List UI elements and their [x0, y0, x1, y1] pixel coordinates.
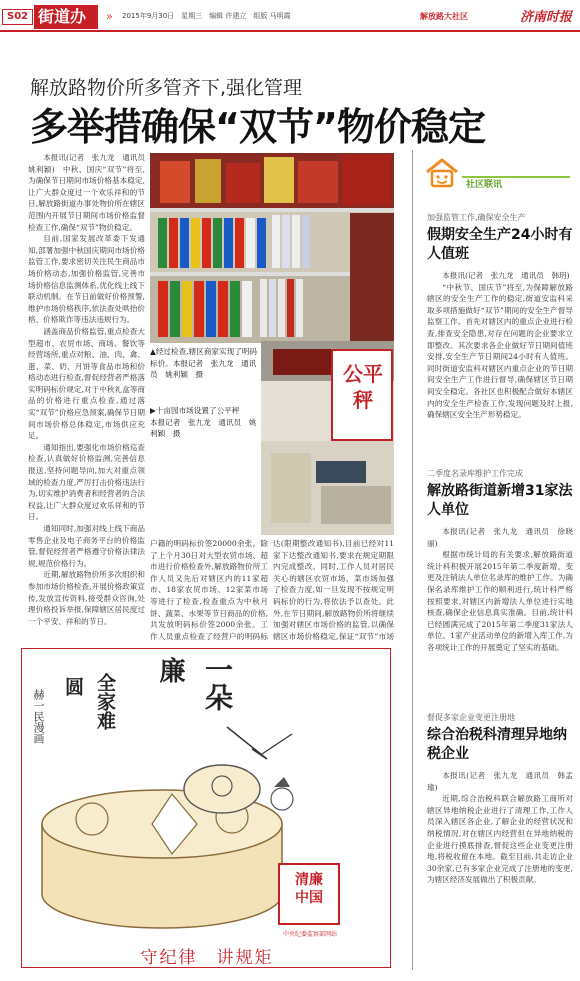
- photo-caption-2-title: ▶十亩园市场设置了公平秤: [150, 406, 240, 415]
- fair-scale-photo: [261, 341, 394, 535]
- clean-china-seal: [278, 863, 340, 925]
- fair-scale-sign: 公平秤: [343, 362, 383, 412]
- paragraph: 通知指出,要强化市场价格巡查检查,认真做好价格监测,完善信息报送,坚持问题导向,加大对重点领域的检查力度,严厉打击价格违法行为,切实维护消费者和经营者的合法权益,让广大群众度过欢乐祥和的节日。: [28, 442, 145, 522]
- header-rule: [0, 30, 580, 32]
- calligraphy-round: 圆: [62, 677, 84, 696]
- paragraph: 本报讯(记者 张九龙 通讯员 姚利颖) 中秋、国庆“双节”将至,为确保节日期间市场价格基本稳定,让广大群众度过一个欢乐祥和的节日,解放路街道办事处物价所在辖区范围内开展节日期间市场价格监督检查工作,确保“双节”物价稳定。: [28, 153, 145, 232]
- article-headline: 多举措确保“双节”物价稳定: [30, 105, 485, 149]
- side-article-2-kicker: 二季度名录库维护工作完成: [427, 469, 523, 478]
- side-article-3-byline: 本报讯(记者 张九龙 通讯员 韩孟瑜): [427, 771, 573, 792]
- shop-shelves-photo: [150, 153, 394, 343]
- side-article-3-title: 综合治税科清理异地纳税企业: [427, 727, 567, 762]
- photo-caption-2: [150, 405, 258, 440]
- photo-caption-1: ▲经过检查,辖区商家实现了明码标价。本报记者 张九龙 通讯员 姚利颖 摄: [150, 347, 257, 380]
- seal-text: 清廉中国: [295, 872, 323, 906]
- calligraphy-whole-family: 全家难: [94, 673, 116, 730]
- side-article-1-body: [427, 270, 573, 462]
- page-code: S02: [2, 9, 33, 25]
- side-article-1-title: 假期安全生产24小时有人值班: [427, 227, 573, 262]
- paragraph: 户籍的明码标价签20000余张。除了上个月30日对大型农贸市场、超市进行价格检查外,解放路物价所工作人员又先后对辖区内的11家超市、18家农贸市场、12家菜市场等进行了检查,检查重点为中秋月饼、蔬菜、水果等节日商品的价格,共发放明码标价签2000余张。工作人员重点检查了经营户的明码标: [150, 539, 268, 641]
- calligraphy-integrity: 廉: [155, 657, 185, 683]
- paragraph: 通知同时,加强对线上线下商品零售企业及电子商务平台的价格监管,督促经营者严格遵守价格法律法规,规范价格行为。: [28, 524, 145, 568]
- side-article-2-title: 解放路街道新增31家法人单位: [427, 483, 573, 518]
- cartoon-slogan: 守纪律 讲规矩: [140, 948, 274, 968]
- paragraph: 涵盖商品价格监管,重点检查大型超市、农贸市场、商场、餐饮等经营场所,重点对粮、油、肉、禽、蛋、菜、奶、月饼等食品市场和价格动态进行检查,督促经营者严格落实明码标价规定,对于中秋礼盒等商品的价格进行重点检查,通过落实“双节”价格应急预案,确保节日期间市场价格总体稳定,市场供应充足。: [28, 326, 145, 441]
- side-article-3-body: [427, 770, 573, 970]
- paragraph: 达(限期整改通知书),目前已经对11家下达整改通知书,要求在规定期限内完成整改。同时,工作人员对居民关心的辖区农贸市场、菜市场加强了检查力度,如一旦发现不按规定明码标价的行为,将依法予以查处。此外,在节日期间,解放路物价所将继续加强对辖区市场价格的监管,以确保辖区市场价格稳定,保证“双节”市场: [273, 539, 394, 641]
- side-article-1-byline: 本报讯(记者 张九龙 通讯员 韩玥): [442, 271, 570, 280]
- article-column-2: [150, 538, 268, 643]
- paragraph: 近期,解放路物价所多次组织和参加市场价格检查,开展价格政策宣传,发放宣传资料,接受群众咨询,处理价格投诉举报,保障辖区居民度过一个平安、祥和的节日。: [28, 570, 145, 626]
- calligraphy-one-flower: 一朵: [201, 655, 234, 711]
- double-chevron-icon: »: [106, 10, 113, 23]
- photo-caption-2-credit: 本报记者 张九龙 通讯员 姚利颖 摄: [150, 417, 257, 439]
- house-icon: [424, 158, 460, 188]
- cartoon-box: [21, 648, 391, 968]
- community-news-header: [420, 158, 572, 190]
- paragraph: 目前,国家发展改革委下发通知,部署加强中秋国庆期间市场价格监管工作,要求密切关注民生商品市场价格动态,加强价格监管,完善市场价格信息监测体系,优化线上线下联动机制。在节日前做好价格预警,维护市场价格秩序,依法查处哄抬价格、价格欺诈等违法违规行为。: [28, 234, 145, 325]
- date-line: 2015年9月30日 星期三 编辑 许建立 组版 马明霞: [122, 12, 291, 20]
- seal-subtitle: 中央纪委监察部网站: [282, 931, 337, 938]
- side-article-2-byline: 本报讯(记者 张九龙 通讯员 徐晓丽): [427, 527, 573, 548]
- side-article-1-kicker: 加强监管工作,确保安全生产: [427, 213, 526, 222]
- artist-signature: 赫一民漫画: [32, 689, 45, 744]
- article-kicker: 解放路物价所多管齐下,强化管理: [30, 77, 303, 99]
- side-article-2-body: [427, 526, 573, 704]
- page-header: [0, 0, 580, 34]
- section-label: 社区联讯: [466, 180, 503, 190]
- side-article-3-kicker: 督促多家企业变更注册地: [427, 713, 515, 722]
- paragraph: “中秋节、国庆节”将至,为保障解放路辖区的安全生产工作的稳定,街道安监科采取多项措施做好“双节”期间的安全生产督导监察工作。首先对辖区内的重点企业进行检查,排查安全隐患,对存在问题的企业要求立即整改。其次要求各企业做好节日期间值班安排,安全生产节日期间24小时有人值班。同时街道安监科对辖区内重点企业的节日期间安全生产工作进行督导,确保辖区节日期间安全稳定。各社区也积极配合做好本辖区内的安全生产检查工作,发现问题及时上报,确保辖区安全生产形势稳定。: [427, 282, 573, 420]
- column-divider: [412, 150, 413, 970]
- article-column-3: [273, 538, 394, 643]
- article-column-1: [28, 152, 145, 642]
- paragraph: 根据市统计局的有关要求,解放路街道统计科积极开展2015年第二季度新增、变更及注销法人单位名录库的维护工作。为确保名录库维护工作的顺利进行,统计科严格按照要求,对辖区内新增法人单位进行实地核查,确保企业信息真实准确。目前,统计科已经圆满完成了2015年第二季度31家法人单位、1家产业活动单位的新增入库工作,为各项统计工作的开展奠定了坚实的基础。: [427, 550, 573, 652]
- paragraph: 近期,综合治税科联合解放路工商所对辖区异地纳税企业进行了清理工作,工作人员深入辖区各企业,了解企业的经营状况和纳税情况,对在辖区内经营但在异地纳税的企业进行摸底排查,督促这些企业变更注册地,将税收留在本地。截至目前,共走访企业30余家,已有多家企业完成了注册地的变更,为辖区经济发展做出了积极贡献。: [427, 794, 573, 885]
- section-title: 街道办: [34, 5, 98, 29]
- brand-name: 解放路大社区: [420, 12, 468, 21]
- newspaper-logo: 济南时报: [520, 10, 573, 25]
